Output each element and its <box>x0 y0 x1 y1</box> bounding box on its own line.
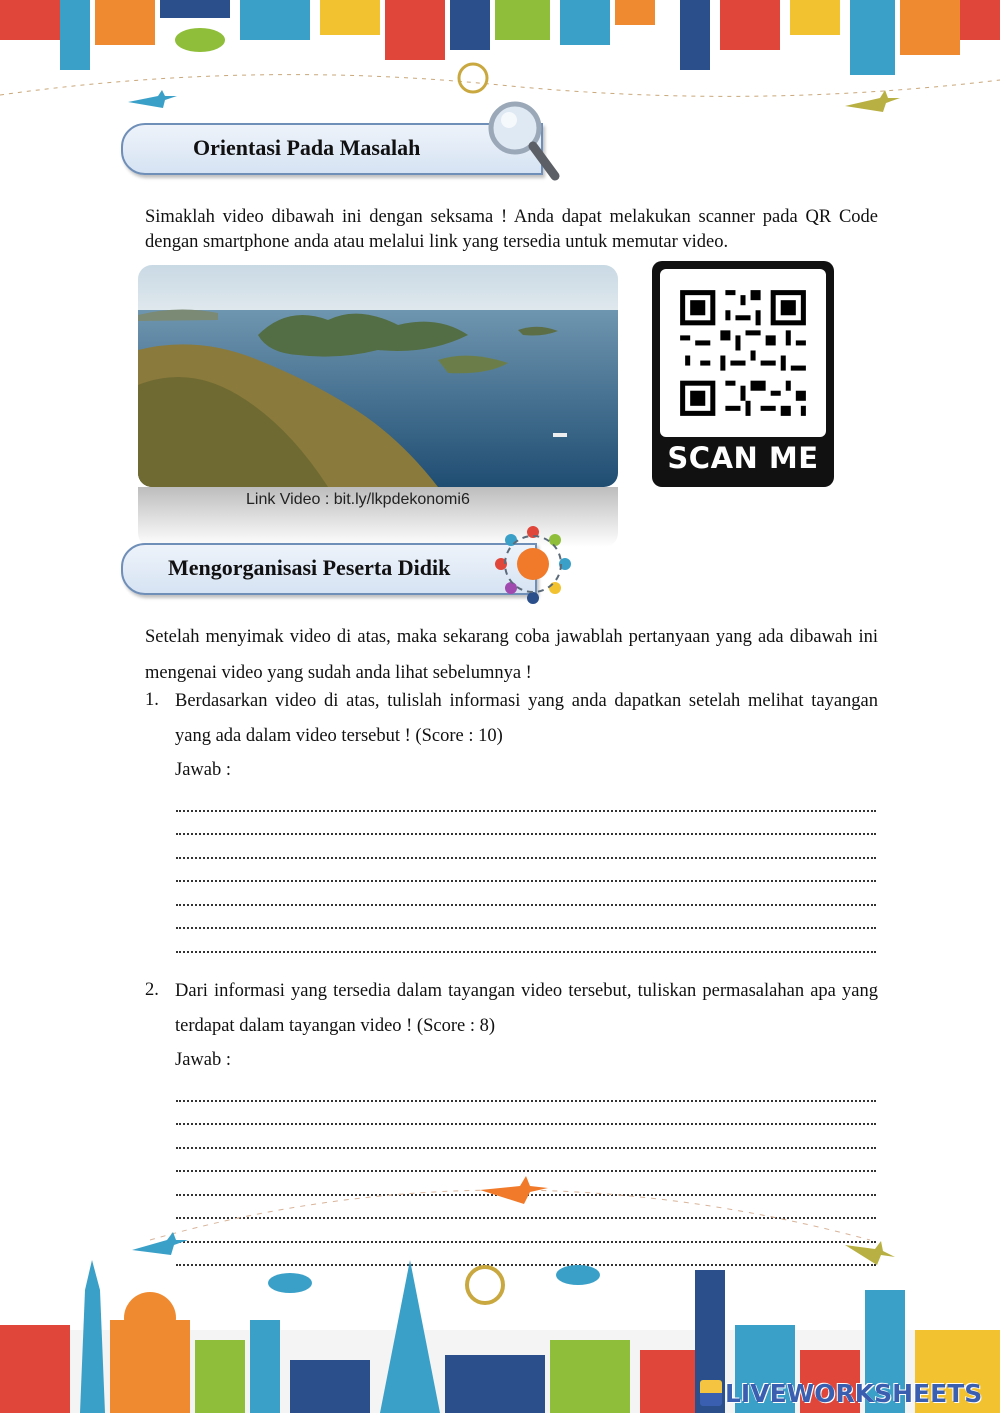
answer-line[interactable] <box>176 833 876 835</box>
qr-code <box>660 269 826 437</box>
people-circle-icon <box>488 520 578 608</box>
bottom-skyline-decoration <box>0 1150 1000 1413</box>
answer-line[interactable] <box>176 880 876 882</box>
intro-paragraph: Simaklah video dibawah ini dengan seksama ! Anda dapat melakukan scanner pada QR Code dengan smartphone anda atau melalui link yang tersedia untuk memutar video. <box>145 206 878 252</box>
watermark-text: LIVEWORKSHEETS <box>725 1378 983 1408</box>
answer-label: Jawab : <box>175 1050 231 1070</box>
qr-code-card[interactable] <box>652 261 834 487</box>
answer-line[interactable] <box>176 1100 876 1102</box>
scan-me-label: SCAN ME <box>667 441 819 475</box>
magnifier-icon <box>487 100 562 182</box>
question-number: 1. <box>145 690 159 710</box>
answer-label: Jawab : <box>175 760 231 780</box>
instruction-paragraph: Setelah menyimak video di atas, maka sekarang coba jawablah pertanyaan yang ada dibawah ini mengenai video yang sudah anda lihat sebelumnya ! <box>145 626 878 683</box>
video-link[interactable]: Link Video : bit.ly/lkpdekonomi6 <box>246 491 470 508</box>
answer-line[interactable] <box>176 1147 876 1149</box>
section-title: Mengorganisasi Peserta Didik <box>168 555 451 580</box>
answer-line[interactable] <box>176 810 876 812</box>
video-thumbnail[interactable] <box>138 265 618 487</box>
answer-line[interactable] <box>176 904 876 906</box>
section-header-mengorganisasi <box>121 543 537 595</box>
liveworksheets-logo-icon <box>700 1380 722 1406</box>
question-number: 2. <box>145 980 159 1000</box>
answer-line[interactable] <box>176 927 876 929</box>
answer-line[interactable] <box>176 857 876 859</box>
answer-line[interactable] <box>176 951 876 953</box>
question-text: Berdasarkan video di atas, tulislah informasi yang anda dapatkan setelah melihat tayangan yang ada dalam video tersebut ! (Score : 10) <box>175 691 878 746</box>
section-title: Orientasi Pada Masalah <box>193 135 421 160</box>
answer-line[interactable] <box>176 1123 876 1125</box>
liveworksheets-watermark <box>700 1378 982 1408</box>
section-header-orientasi <box>121 123 543 175</box>
question-text: Dari informasi yang tersedia dalam tayangan video tersebut, tuliskan permasalahan apa yang terdapat dalam tayangan video ! (Score : 8) <box>175 981 878 1036</box>
